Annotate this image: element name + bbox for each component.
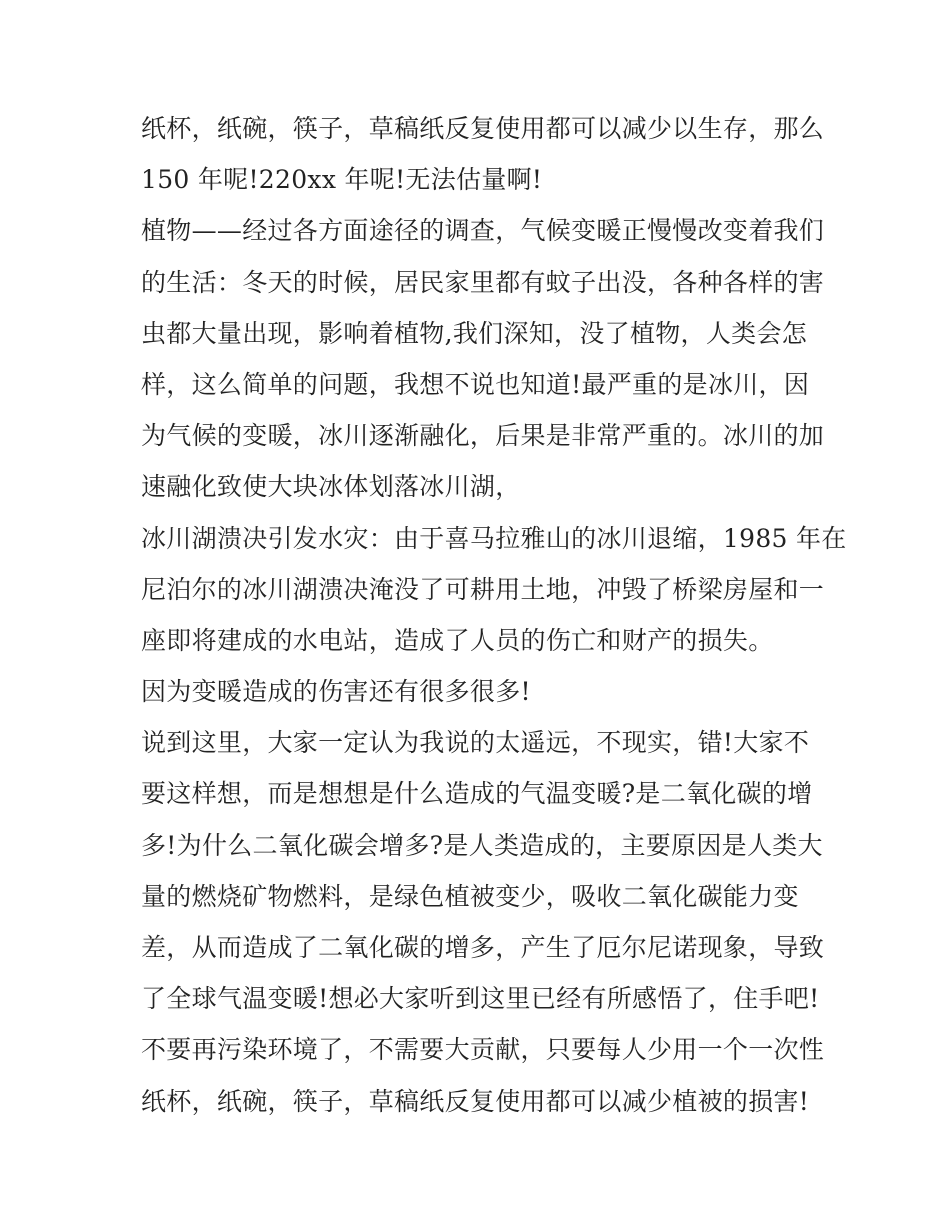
body-text — [141, 103, 847, 1127]
text-line-16: 量的燃烧矿物燃料，是绿色植被变少，吸收二氧化碳能力变 — [141, 881, 799, 911]
text-line-11: 座即将建成的水电站，造成了人员的伤亡和财产的损失。 — [141, 625, 774, 655]
text-line-19: 不要再污染环境了，不需要大贡献，只要每人少用一个一次性 — [141, 1035, 825, 1065]
text-line-9: 冰川湖溃决引发水灾：由于喜马拉雅山的冰川退缩，1985 年在 — [141, 523, 847, 553]
text-line-7: 为气候的变暖，冰川逐渐融化，后果是非常严重的。冰川的加 — [141, 421, 825, 451]
text-line-15: 多!为什么二氧化碳会增多?是人类造成的，主要原因是人类大 — [141, 830, 823, 860]
text-line-10: 尼泊尔的冰川湖溃决淹没了可耕用土地，冲毁了桥梁房屋和一 — [141, 574, 825, 604]
text-line-5: 虫都大量出现，影响着植物,我们深知，没了植物，人类会怎 — [141, 318, 808, 348]
text-line-4: 的生活：冬天的时候，居民家里都有蚊子出没，各种各样的害 — [141, 267, 825, 297]
text-line-1: 纸杯，纸碗，筷子，草稿纸反复使用都可以减少以生存，那么 — [141, 114, 825, 143]
text-line-6: 样，这么简单的问题，我想不说也知道!最严重的是冰川，因 — [141, 369, 810, 399]
text-line-18: 了全球气温变暖!想必大家听到这里已经有所感悟了，住手吧! — [141, 984, 820, 1014]
text-line-12: 因为变暖造成的伤害还有很多很多! — [141, 677, 531, 707]
text-line-2: 150 年呢!220xx 年呢!无法估量啊! — [141, 165, 543, 195]
text-line-20: 纸杯，纸碗，筷子，草稿纸反复使用都可以减少植被的损害! — [141, 1086, 810, 1116]
text-line-3: 植物——经过各方面途径的调查，气候变暖正慢慢改变着我们 — [141, 216, 825, 246]
text-line-13: 说到这里，大家一定认为我说的太遥远，不现实，错!大家不 — [141, 728, 810, 758]
text-line-8: 速融化致使大块冰体划落冰川湖， — [141, 472, 521, 502]
text-line-14: 要这样想，而是想想是什么造成的气温变暖?是二氧化碳的增 — [141, 779, 813, 809]
text-line-17: 差，从而造成了二氧化碳的增多，产生了厄尔尼诺现象，导致 — [141, 933, 825, 962]
